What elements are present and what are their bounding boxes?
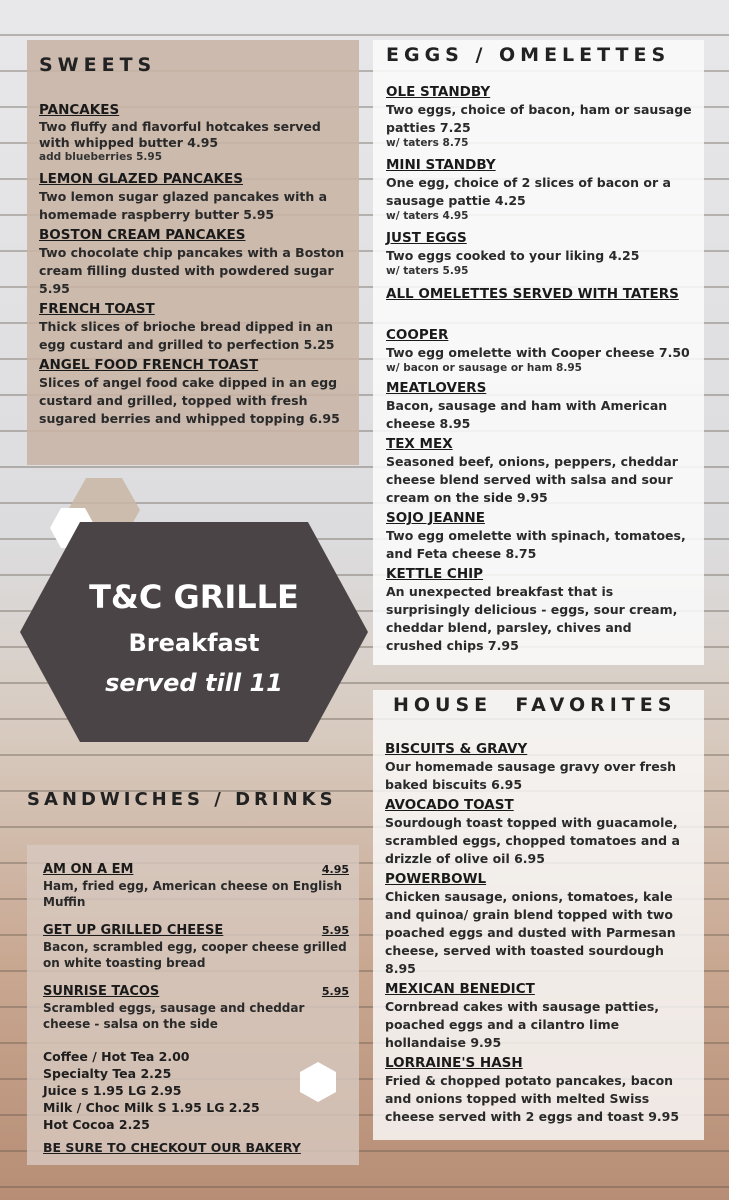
item-name: GET UP GRILLED CHEESE	[43, 923, 224, 938]
hexagon-decoration-icon	[300, 1062, 336, 1102]
item-name: AM ON A EM	[43, 862, 134, 877]
item-name: ANGEL FOOD FRENCH TOAST	[39, 357, 259, 373]
item-name: LORRAINE'S HASH	[385, 1055, 523, 1071]
menu-item	[39, 357, 347, 428]
drink-item: Juice s 1.95 LG 2.95	[43, 1083, 182, 1098]
item-desc: Chicken sausage, onions, tomatoes, kale and quinoa/ grain blend topped with two poached eggs and dusted with Parmesan cheese, served with toasted sourdough 8.95	[385, 889, 676, 976]
drink-item: Coffee / Hot Tea 2.00	[43, 1049, 190, 1064]
item-desc: Bacon, sausage and ham with American cheese 8.95	[386, 398, 668, 431]
menu-item	[386, 510, 692, 563]
menu-item	[43, 983, 349, 1032]
item-name: BOSTON CREAM PANCAKES	[39, 227, 246, 243]
item-name: LEMON GLAZED PANCAKES	[39, 171, 243, 187]
menu-item	[385, 741, 692, 794]
item-name: MEATLOVERS	[386, 380, 487, 396]
sandwiches-panel	[27, 845, 359, 1165]
item-desc: Two chocolate chip pancakes with a Boston cream filling dusted with powdered sugar 5.95	[39, 245, 345, 296]
menu-item	[386, 157, 692, 222]
menu-item	[43, 922, 349, 971]
item-desc: Two fluffy and flavorful hotcakes served with whipped butter 4.95	[39, 119, 321, 150]
logo-title: T&C GRILLE	[89, 578, 299, 616]
item-note: w/ bacon or sausage or ham 8.95	[386, 362, 582, 374]
sweets-title: SWEETS	[39, 54, 157, 76]
menu-item	[39, 102, 347, 163]
item-name: SUNRISE TACOS	[43, 984, 160, 999]
eggs-title: EGGS / OMELETTES	[386, 44, 671, 66]
item-name: TEX MEX	[386, 436, 453, 452]
item-price: 5.95	[321, 985, 349, 998]
item-desc: Two eggs, choice of bacon, ham or sausage patties 7.25	[386, 102, 692, 135]
logo-subtitle: Breakfast	[128, 629, 260, 657]
bakery-link[interactable]: BE SURE TO CHECKOUT OUR BAKERY	[43, 1140, 301, 1155]
item-desc: Bacon, scrambled egg, cooper cheese grilled on white toasting bread	[43, 940, 347, 970]
item-desc: Our homemade sausage gravy over fresh baked biscuits 6.95	[385, 759, 677, 792]
item-price: 5.95	[321, 924, 349, 937]
menu-item	[386, 436, 692, 507]
logo	[20, 522, 368, 742]
menu-item	[385, 1055, 692, 1126]
item-desc: Seasoned beef, onions, peppers, cheddar cheese blend served with salsa and sour cream on the side 9.95	[386, 454, 678, 505]
item-desc: An unexpected breakfast that is surprisingly delicious - eggs, sour cream, cheddar blend, parsley, chives and crushed chips 7.95	[386, 584, 678, 653]
omelette-note: ALL OMELETTES SERVED WITH TATERS	[386, 286, 679, 302]
item-name: OLE STANDBY	[386, 84, 491, 100]
item-desc: Two egg omelette with spinach, tomatoes, and Feta cheese 8.75	[386, 528, 686, 561]
menu-item	[386, 566, 692, 655]
menu-item	[386, 230, 692, 277]
item-name-row	[43, 983, 349, 1000]
item-price: 4.95	[321, 863, 349, 876]
item-note: add blueberries 5.95	[39, 151, 163, 163]
item-desc: Ham, fried egg, American cheese on English Muffin	[43, 879, 343, 909]
item-desc: Thick slices of brioche bread dipped in an egg custard and grilled to perfection 5.25	[39, 319, 335, 352]
drink-item: Specialty Tea 2.25	[43, 1066, 172, 1081]
menu-item	[386, 84, 692, 149]
item-name: SOJO JEANNE	[386, 510, 485, 526]
item-name: MEXICAN BENEDICT	[385, 981, 535, 997]
item-name: JUST EGGS	[386, 230, 467, 246]
item-name: POWERBOWL	[385, 871, 487, 887]
drink-item: Hot Cocoa 2.25	[43, 1117, 150, 1132]
menu-item	[385, 797, 692, 868]
menu-item	[39, 227, 347, 298]
item-desc: Two egg omelette with Cooper cheese 7.50	[386, 345, 690, 360]
menu-item	[386, 327, 692, 374]
item-name-row	[43, 922, 349, 939]
menu-item	[386, 380, 692, 433]
sandwiches-title: SANDWICHES / DRINKS	[27, 789, 337, 810]
item-desc: One egg, choice of 2 slices of bacon or a sausage pattie 4.25	[386, 175, 671, 208]
item-desc: Two lemon sugar glazed pancakes with a homemade raspberry butter 5.95	[39, 189, 328, 222]
item-name: MINI STANDBY	[386, 157, 496, 173]
item-desc: Fried & chopped potato pancakes, bacon and onions topped with melted Swiss cheese served with 2 eggs and toast 9.95	[385, 1073, 680, 1124]
item-desc: Cornbread cakes with sausage patties, poached eggs and a cilantro lime hollandaise 9.95	[385, 999, 660, 1050]
item-note: w/ taters 8.75	[386, 137, 469, 149]
item-note: w/ taters 4.95	[386, 210, 469, 222]
item-name-row	[43, 861, 349, 878]
logo-hours: served till 11	[105, 669, 283, 697]
item-note: w/ taters 5.95	[386, 265, 469, 277]
item-desc: Sourdough toast topped with guacamole, scrambled eggs, chopped tomatoes and a drizzle of olive oil 6.95	[385, 815, 680, 866]
item-name: BISCUITS & GRAVY	[385, 741, 528, 757]
drink-item: Milk / Choc Milk S 1.95 LG 2.25	[43, 1100, 260, 1115]
house-title: HOUSE FAVORITES	[393, 694, 677, 716]
item-name: COOPER	[386, 327, 449, 343]
item-desc: Slices of angel food cake dipped in an egg custard and grilled, topped with fresh sugared berries and whipped topping 6.95	[39, 375, 340, 426]
sweets-panel	[27, 40, 359, 465]
menu-item	[43, 861, 349, 910]
item-name: KETTLE CHIP	[386, 566, 484, 582]
item-name: AVOCADO TOAST	[385, 797, 514, 813]
menu-item	[39, 301, 347, 354]
menu-item	[39, 171, 347, 224]
item-name: FRENCH TOAST	[39, 301, 155, 317]
item-name: PANCAKES	[39, 102, 120, 118]
item-desc: Scrambled eggs, sausage and cheddar cheese - salsa on the side	[43, 1001, 305, 1031]
item-desc: Two eggs cooked to your liking 4.25	[386, 248, 640, 263]
menu-item	[385, 871, 692, 978]
menu-item	[385, 981, 692, 1052]
house-panel	[373, 690, 704, 1140]
eggs-panel	[373, 40, 704, 665]
